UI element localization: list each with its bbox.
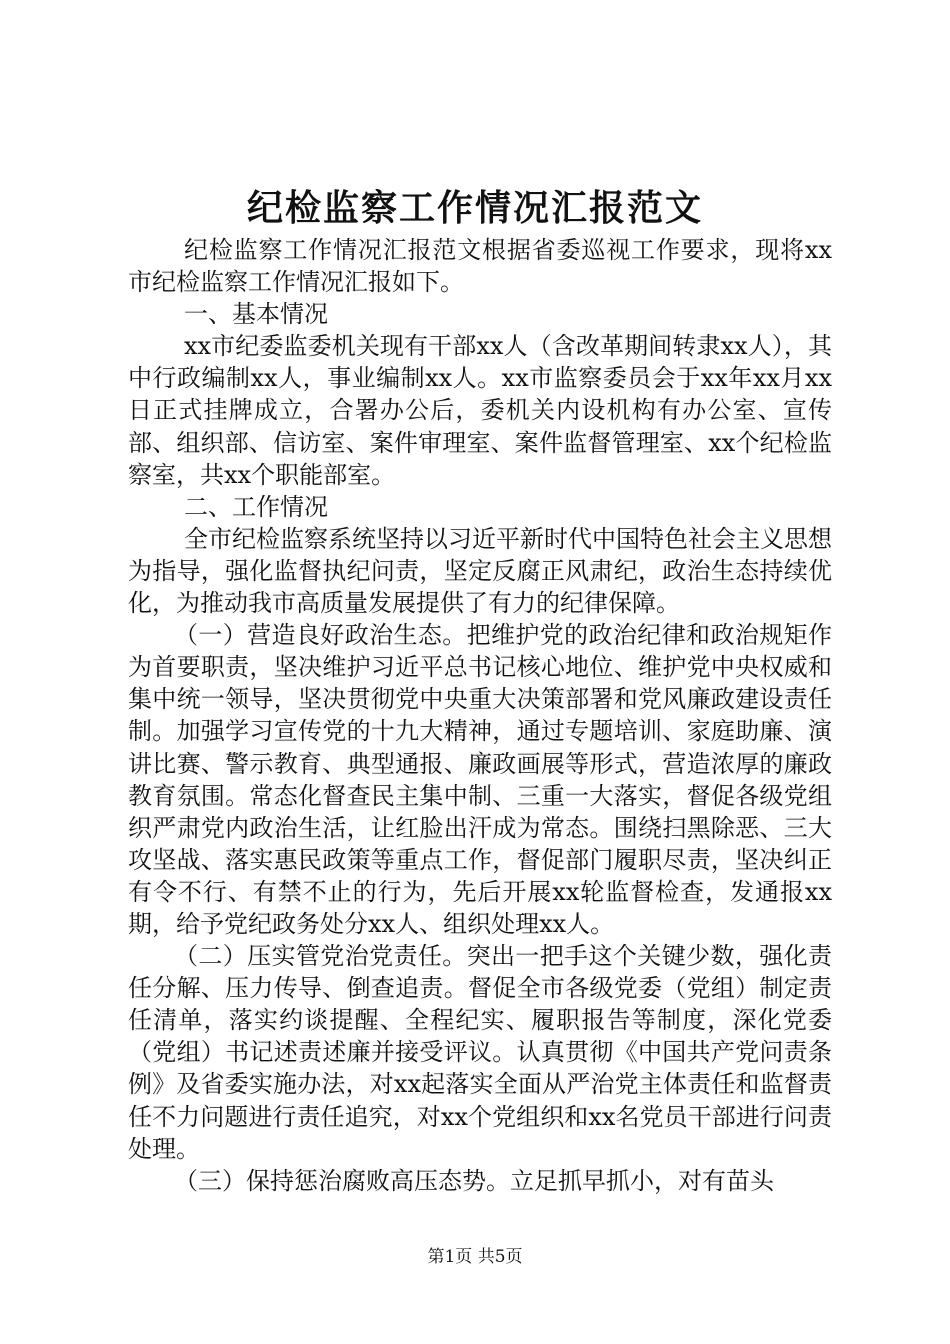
section-heading-work: 二、工作情况: [184, 492, 328, 521]
work-summary-paragraph: 全市纪检监察系统坚持以习近平新时代中国特色社会主义思想为指导，强化监督执纪问责，坚定反腐正风肃纪，政治生态持续优化，为推动我市高质量发展提供了有力的纪律保障。: [128, 524, 832, 618]
section-heading-basic: 一、基本情况: [184, 300, 328, 329]
page-number-footer: 第1页 共5页: [427, 1247, 523, 1267]
subsection-3-paragraph: （三）保持惩治腐败高压态势。立足抓早抓小，对有苗头: [174, 1166, 774, 1195]
subsection-2-paragraph: （二）压实管党治党责任。突出一把手这个关键少数，强化责任分解、压力传导、倒查追责。督促全市各级党委（党组）制定责任清单，落实约谈提醒、全程纪实、履职报告等制度，深化党委（党组）书记述责述廉并接受评议。认真贯彻《中国共产党问责条例》及省委实施办法，对xx起落实全面从严治党主体责任和监督责任不力问题进行责任追究，对xx个党组织和xx名党员干部进行问责处理。: [128, 942, 832, 1163]
document-title: 纪检监察工作情况汇报范文: [246, 187, 703, 229]
subsection-1-paragraph: （一）营造良好政治生态。把维护党的政治纪律和政治规矩作为首要职责，坚决维护习近平总书记核心地位、维护党中央权威和集中统一领导，坚决贯彻党中央重大决策部署和党风廉政建设责任制。加强学习宣传党的十九大精神，通过专题培训、家庭助廉、演讲比赛、警示教育、典型通报、廉政画展等形式，营造浓厚的廉政教育氛围。常态化督查民主集中制、三重一大落实，督促各级党组织严肃党内政治生活，让红脸出汗成为常态。围绕扫黑除恶、三大攻坚战、落实惠民政策等重点工作，督促部门履职尽责，坚决纠正有令不行、有禁不止的行为，先后开展xx轮监督检查，发通报xx期，给予党纪政务处分xx人、组织处理xx人。: [128, 621, 832, 938]
basic-info-paragraph: xx市纪委监委机关现有干部xx人（含改革期间转隶xx人），其中行政编制xx人，事业编制xx人。xx市监察委员会于xx年xx月xx日正式挂牌成立，合署办公后，委机关内设机构有办公室、宣传部、组织部、信访室、案件审理室、案件监督管理室、xx个纪检监察室，共xx个职能部室。: [128, 332, 832, 489]
intro-paragraph: 纪检监察工作情况汇报范文根据省委巡视工作要求，现将xx市纪检监察工作情况汇报如下。: [128, 236, 832, 297]
document-body: [128, 234, 832, 1197]
